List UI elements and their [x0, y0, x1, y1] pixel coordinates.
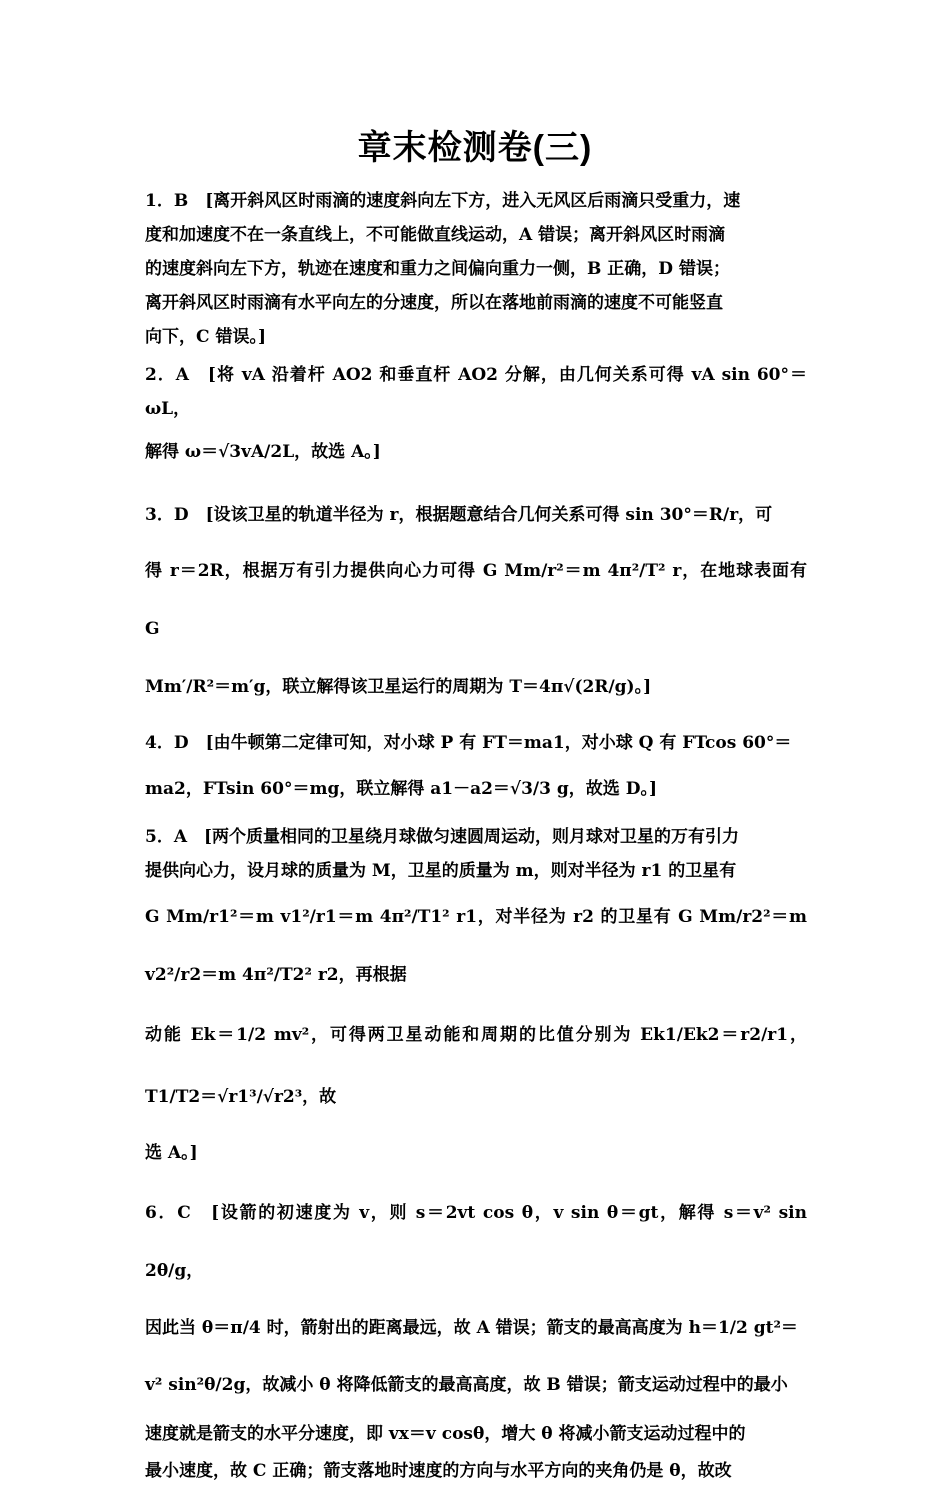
answer-3 [145, 488, 824, 716]
answer-6 [145, 1184, 807, 1488]
answer-6-line-5: 最小速度，故 C 正确；箭支落地时速度的方向与水平方向的夹角仍是 θ，故改 [145, 1461, 732, 1481]
answer-5-line-4: 动能 Ek＝1/2 mv²，可得两卫星动能和周期的比值分别为 Ek1/Ek2＝r2/r1，T1/T2＝√r1³/√r2³，故 [145, 1025, 807, 1107]
answer-4 [145, 720, 807, 812]
answer-3-line-2: 得 r＝2R，根据万有引力提供向心力可得 G Mm/r²＝m 4π²/T² r，在地球表面有 G [145, 561, 824, 639]
answer-list [145, 184, 824, 1492]
answer-5-line-2: 提供向心力，设月球的质量为 M，卫星的质量为 m，则对半径为 r1 的卫星有 [145, 861, 737, 881]
answer-5 [145, 820, 807, 1178]
answer-6-line-3: v² sin²θ/2g，故减小 θ 将降低箭支的最高高度，故 B 错误；箭支运动过程中的最小 [145, 1375, 788, 1395]
answer-2-line-2: 解得 ω＝√3vA/2L，故选 A。] [145, 442, 381, 462]
answer-4-line-2: ma2，FTsin 60°＝mg，联立解得 a1－a2＝√3/3 g，故选 D。] [145, 779, 657, 799]
page-title: 章末检测卷(三) [357, 129, 593, 167]
answer-1-line-5: 向下，C 错误。] [145, 327, 266, 347]
answer-2-line-1: 2．A [将 vA 沿着杆 AO2 和垂直杆 AO2 分解，由几何关系可得 vA sin 60°＝ωL， [145, 365, 807, 419]
answer-6-line-1: 6．C [设箭的初速度为 v，则 s＝2vt cos θ，v sin θ＝gt，解得 s＝v² sin 2θ/g， [145, 1203, 807, 1281]
answer-3-line-1: 3．D [设该卫星的轨道半径为 r，根据题意结合几何关系可得 sin 30°＝R/r，可 [145, 505, 773, 525]
answer-6-line-2: 因此当 θ＝π/4 时，箭射出的距离最远，故 A 错误；箭支的最高高度为 h＝1/2 gt²＝ [145, 1318, 798, 1338]
answer-1 [145, 184, 807, 354]
answer-6-line-4: 速度就是箭支的水平分速度，即 vx＝v cosθ，增大 θ 将减小箭支运动过程中的 [145, 1424, 746, 1444]
answer-1-line-1: 1．B [离开斜风区时雨滴的速度斜向左下方，进入无风区后雨滴只受重力，速 [145, 191, 741, 211]
answer-1-line-3: 的速度斜向左下方，轨迹在速度和重力之间偏向重力一侧，B 正确，D 错误； [145, 259, 730, 279]
answer-3-line-3: Mm′/R²＝m′g，联立解得该卫星运行的周期为 T＝4π√(2R/g)。] [145, 677, 652, 697]
answer-2 [145, 358, 807, 478]
answer-1-line-2: 度和加速度不在一条直线上，不可能做直线运动，A 错误；离开斜风区时雨滴 [145, 225, 726, 245]
answer-5-line-3: G Mm/r1²＝m v1²/r1＝m 4π²/T1² r1，对半径为 r2 的卫星有 G Mm/r2²＝m v2²/r2＝m 4π²/T2² r2，再根据 [145, 907, 807, 985]
answer-1-line-4: 离开斜风区时雨滴有水平向左的分速度，所以在落地前雨滴的速度不可能竖直 [145, 293, 723, 313]
answer-5-line-1: 5．A [两个质量相同的卫星绕月球做匀速圆周运动，则月球对卫星的万有引力 [145, 827, 740, 847]
answer-5-line-5: 选 A。] [145, 1143, 198, 1163]
answer-4-line-1: 4．D [由牛顿第二定律可知，对小球 P 有 FT＝ma1，对小球 Q 有 FTcos 60°＝ [145, 733, 792, 753]
